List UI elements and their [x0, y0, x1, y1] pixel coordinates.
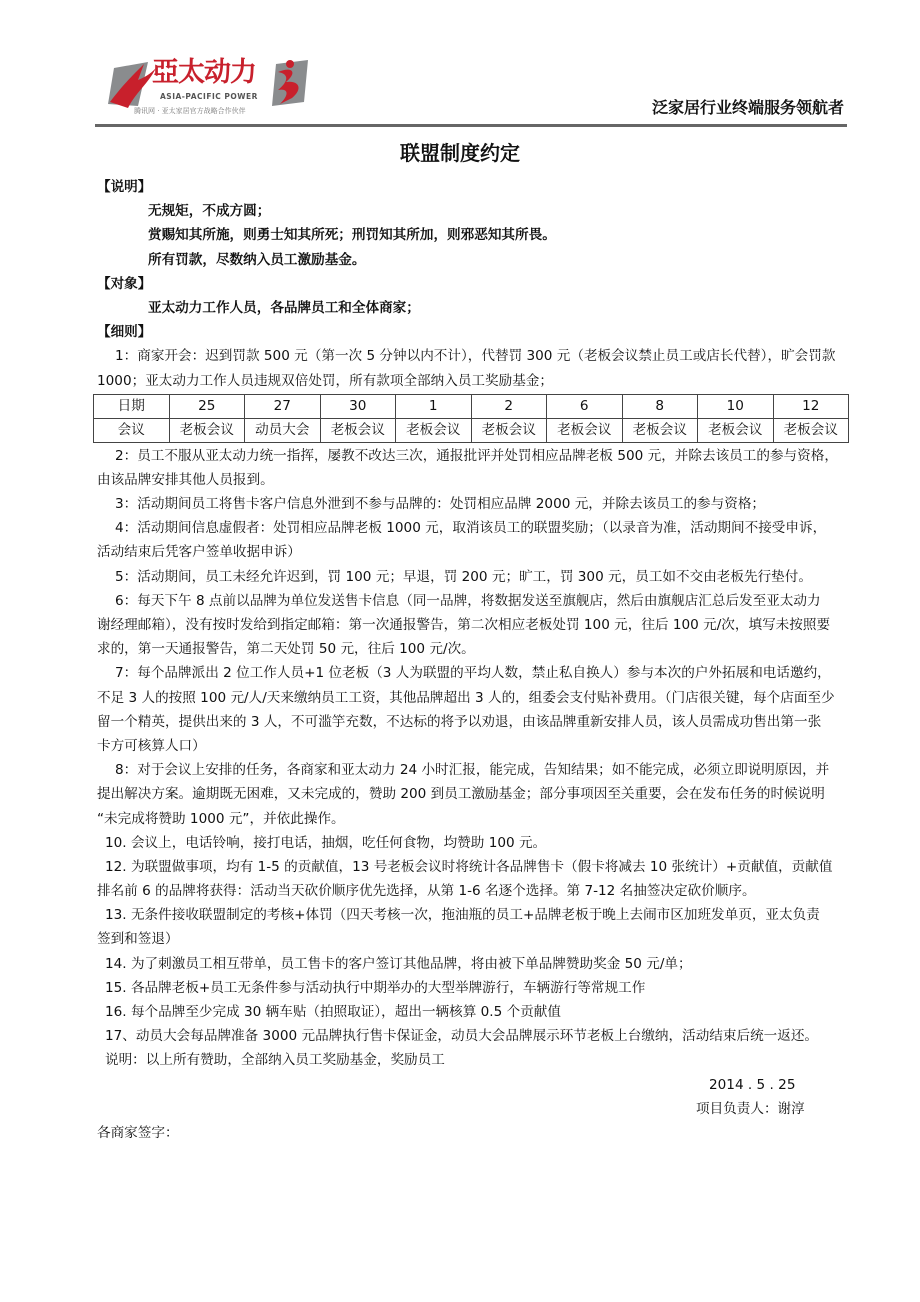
rule-1-line: 1：商家开会：迟到罚款 500 元（第一次 5 分钟以内不计），代替罚 300 元（老板会议禁止员工或店长代替），旷会罚款 [115, 348, 836, 365]
rule-line: 10. 会议上，电话铃响，接打电话，抽烟，吃任何食物，均赞助 100 元。 [105, 834, 547, 851]
table-cell-date: 10 [698, 394, 774, 418]
table-cell-meeting: 老板会议 [698, 418, 774, 442]
rule-line: 求的，第一天通报警告，第二天处罚 50 元，往后 100 元/次。 [97, 641, 475, 658]
table-cell-date: 日期 [94, 394, 170, 418]
rule-line: 不足 3 人的按照 100 元/人/天来缴纳员工工资，其他品牌超出 3 人的，组委会支付贴补费用。（门店很关键，每个店面至少 [97, 689, 835, 706]
header-divider [95, 124, 847, 127]
rule-item [97, 589, 849, 662]
rule-line: 17、动员大会每品牌准备 3000 元品牌执行售卡保证金，动员大会品牌展示环节老板上台缴纳，活动结束后统一返还。 [105, 1028, 819, 1045]
rule-line: 6：每天下午 8 点前以品牌为单位发送售卡信息（同一品牌，将数据发送至旗舰店，然后由旗舰店汇总后发至亚太动力 [115, 592, 821, 609]
table-cell-meeting: 老板会议 [471, 418, 547, 442]
rule-item [97, 1048, 849, 1072]
table-cell-meeting: 老板会议 [547, 418, 623, 442]
merchant-signature-label: 各商家签字： [97, 1124, 179, 1141]
logo-text-en: ASIA-PACIFIC POWER [160, 92, 258, 101]
table-cell-meeting: 老板会议 [622, 418, 698, 442]
section-heading-target: 【对象】 [97, 275, 152, 292]
meeting-schedule-table [93, 394, 849, 443]
rule-item [97, 516, 849, 564]
table-cell-date: 25 [169, 394, 245, 418]
table-cell-meeting: 会议 [94, 418, 170, 442]
rule-line: 8：对于会议上安排的任务，各商家和亚太动力 24 小时汇报，能完成，告知结果；如不能完成，必须立即说明原因，并 [115, 762, 830, 779]
rule-line: 说明：以上所有赞助，全部纳入员工奖励基金，奖励员工 [105, 1052, 445, 1069]
header-tagline: 泛家居行业终端服务领航者 [651, 98, 844, 117]
rule-item [97, 952, 849, 976]
rule-item [97, 492, 849, 516]
rule-line: 活动结束后凭客户签单收据申诉） [97, 544, 301, 561]
table-cell-date: 2 [471, 394, 547, 418]
description-line: 所有罚款，尽数纳入员工激励基金。 [148, 251, 366, 268]
description-line: 赏赐知其所施，则勇士知其所死；刑罚知其所加，则邪恶知其所畏。 [148, 227, 556, 244]
table-cell-date: 30 [320, 394, 396, 418]
rule-item [97, 444, 849, 492]
table-cell-date: 6 [547, 394, 623, 418]
rule-line: 3：活动期间员工将售卡客户信息外泄到不参与品牌的：处罚相应品牌 2000 元，并除去该员工的参与资格； [115, 496, 766, 513]
table-cell-date: 1 [396, 394, 472, 418]
rule-line: 4：活动期间信息虚假者：处罚相应品牌老板 1000 元，取消该员工的联盟奖励；（以录音为准，活动期间不接受申诉， [115, 520, 827, 537]
rule-item [97, 855, 849, 903]
table-row-dates [94, 394, 849, 418]
table-row-meetings [94, 418, 849, 442]
table-cell-date: 27 [245, 394, 321, 418]
project-owner: 项目负责人：谢淳 [696, 1100, 805, 1117]
table-cell-date: 12 [773, 394, 849, 418]
target-line: 亚太动力工作人员，各品牌员工和全体商家； [148, 299, 420, 316]
rule-item [97, 758, 849, 831]
rule-item [97, 565, 849, 589]
rule-line: 排名前 6 的品牌将获得：活动当天砍价顺序优先选择，从第 1-6 名逐个选择。第 7-12 名抽签决定砍价顺序。 [97, 883, 756, 900]
rule-line: 14. 为了刺激员工相互带单，员工售卡的客户签订其他品牌，将由被下单品牌赞助奖金 50 元/单； [105, 955, 692, 972]
rule-item [97, 661, 849, 758]
rule-line: 卡方可核算人口） [97, 737, 206, 754]
rule-1-line: 1000；亚太动力工作人员违规双倍处罚，所有款项全部纳入员工奖励基金； [97, 372, 553, 389]
description-line: 无规矩，不成方圆； [148, 203, 271, 220]
section-heading-description: 【说明】 [97, 179, 152, 195]
rule-line: 签到和签退） [97, 931, 179, 948]
logo-text-cn: 亞太动力 [152, 57, 256, 88]
document-body [97, 175, 849, 1145]
document-date: 2014 . 5 . 25 [709, 1076, 796, 1093]
rule-item [97, 976, 849, 1000]
rule-line: 12. 为联盟做事项，均有 1-5 的贡献值，13 号老板会议时将统计各品牌售卡（假卡将减去 10 张统计）+贡献值，贡献值 [105, 858, 833, 875]
logo-subtitle: 腾讯网 · 亚太家居官方战略合作伙伴 [134, 107, 246, 115]
rules-list [97, 444, 849, 1073]
rule-line: 谢经理邮箱），没有按时发给到指定邮箱：第一次通报警告，第二次相应老板处罚 100 元，往后 100 元/次，填写未按照要 [97, 617, 831, 633]
table-cell-meeting: 老板会议 [169, 418, 245, 442]
rule-line: 留一个精英，提供出来的 3 人，不可滥竽充数，不达标的将予以劝退，由该品牌重新安排人员，该人员需成功售出第一张 [97, 713, 822, 730]
rule-line: 7：每个品牌派出 2 位工作人员+1 位老板（3 人为联盟的平均人数，禁止私自换人）参与本次的户外拓展和电话邀约， [115, 665, 831, 682]
rule-line: 由该品牌安排其他人员报到。 [97, 471, 274, 488]
table-cell-meeting: 老板会议 [320, 418, 396, 442]
rule-item [97, 903, 849, 951]
rule-item [97, 831, 849, 855]
page-title: 联盟制度约定 [400, 141, 520, 165]
table-cell-meeting: 老板会议 [396, 418, 472, 442]
rule-item [97, 1024, 849, 1048]
rule-line: 2：员工不服从亚太动力统一指挥，屡教不改达三次，通报批评并处罚相应品牌老板 500 元，并除去该员工的参与资格， [115, 447, 838, 464]
rule-line: 15. 各品牌老板+员工无条件参与活动执行中期举办的大型举牌游行，车辆游行等常规工作 [105, 979, 646, 996]
rule-line: 5：活动期间，员工未经允许迟到，罚 100 元；早退，罚 200 元；旷工，罚 300 元，员工如不交由老板先行垫付。 [115, 568, 812, 585]
table-cell-meeting: 老板会议 [773, 418, 849, 442]
table-cell-meeting: 动员大会 [245, 418, 321, 442]
table-cell-date: 8 [622, 394, 698, 418]
rule-line: 13. 无条件接收联盟制定的考核+体罚（四天考核一次，拖油瓶的员工+品牌老板于晚上去闹市区加班发单页，亚太负责 [105, 907, 820, 924]
rule-item [97, 1000, 849, 1024]
section-heading-details: 【细则】 [97, 324, 152, 341]
rule-line: 16. 每个品牌至少完成 30 辆车贴（拍照取证），超出一辆核算 0.5 个贡献值 [105, 1004, 561, 1020]
rule-line: 提出解决方案。逾期既无困难，又未完成的，赞助 200 到员工激励基金；部分事项因至关重要，会在发布任务的时候说明 [97, 786, 825, 803]
rule-line: “未完成将赞助 1000 元”，并依此操作。 [97, 810, 345, 827]
